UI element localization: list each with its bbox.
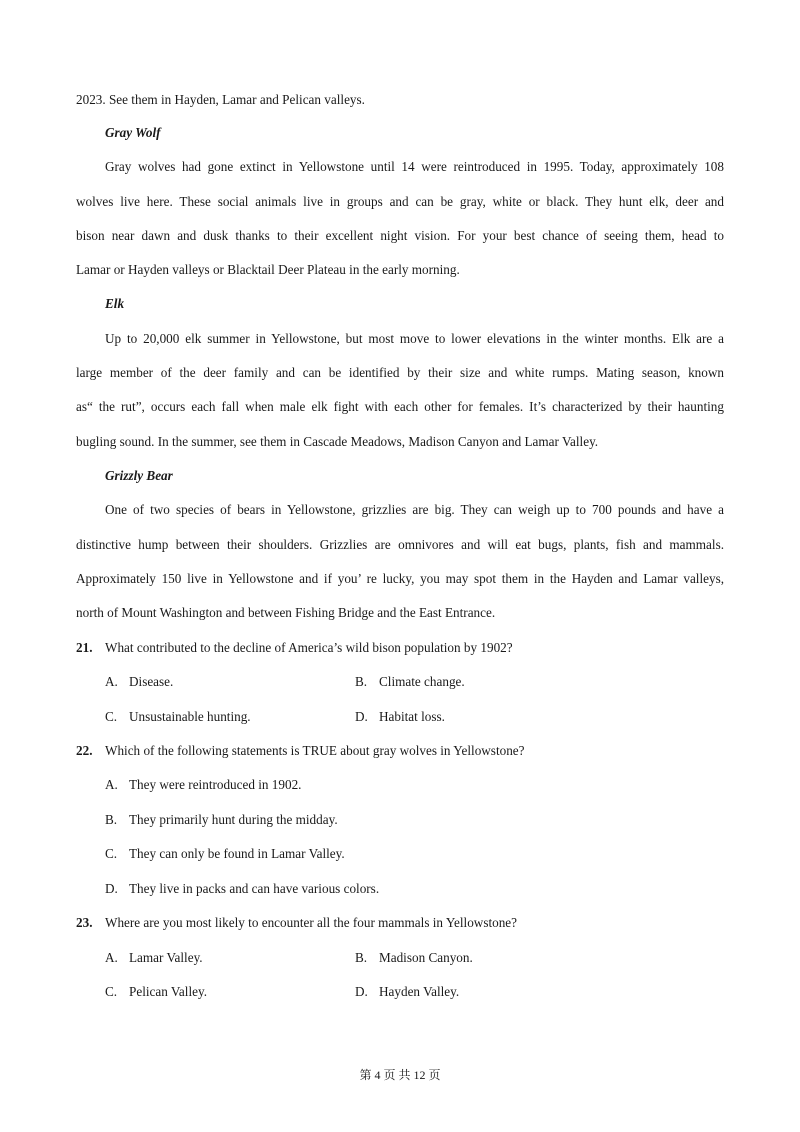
question-text-21: What contributed to the decline of America’s wild bison population by 1902? (105, 640, 513, 655)
q22-option-a[interactable]: A. They were reintroduced in 1902. (105, 777, 302, 792)
question-text-23: Where are you most likely to encounter all the four mammals in Yellowstone? (105, 915, 518, 930)
section-heading-elk: Elk (105, 296, 125, 311)
section-heading-gray-wolf: Gray Wolf (105, 125, 161, 140)
q22-option-b[interactable]: B. They primarily hunt during the midday. (105, 812, 338, 827)
paragraph-line: as“ the rut”, occurs each fall when male elk fight with each other for females. It’s characterized by their haunting (76, 399, 724, 414)
q22-option-c[interactable]: C. They can only be found in Lamar Valley. (105, 846, 345, 861)
q22-option-d[interactable]: D. They live in packs and can have various colors. (105, 881, 380, 896)
paragraph-line: bugling sound. In the summer, see them in Cascade Meadows, Madison Canyon and Lamar Valley. (76, 434, 599, 449)
question-text-22: Which of the following statements is TRUE about gray wolves in Yellowstone? (105, 743, 525, 758)
q23-option-b[interactable]: B. Madison Canyon. (355, 950, 473, 965)
page-number-footer: 第 4 页 共 12 页 (359, 1068, 441, 1082)
q23-option-a[interactable]: A. Lamar Valley. (105, 950, 203, 965)
q21-option-d[interactable]: D. Habitat loss. (355, 709, 445, 724)
paragraph-line: One of two species of bears in Yellowstone, grizzlies are big. They can weigh up to 700 pounds and have a (105, 502, 724, 517)
paragraph-line: Gray wolves had gone extinct in Yellowstone until 14 were reintroduced in 1995. Today, approximately 108 (105, 159, 724, 174)
paragraph-line: bison near dawn and dusk thanks to their excellent night vision. For your best chance of seeing them, head to (76, 228, 724, 243)
q21-option-b[interactable]: B. Climate change. (355, 674, 465, 689)
paragraph-line: Approximately 150 live in Yellowstone and if you’ re lucky, you may spot them in the Hayden and Lamar valleys, (76, 571, 724, 586)
passage-bison-tail: 2023. See them in Hayden, Lamar and Pelican valleys. (76, 92, 365, 107)
paragraph-line: distinctive hump between their shoulders. Grizzlies are omnivores and will eat bugs, plants, fish and mammals. (76, 537, 724, 552)
paragraph-line: wolves live here. These social animals live in groups and can be gray, white or black. They hunt elk, deer and (76, 194, 724, 209)
q23-option-d[interactable]: D. Hayden Valley. (355, 984, 460, 999)
q23-option-c[interactable]: C. Pelican Valley. (105, 984, 208, 999)
paragraph-line: Up to 20,000 elk summer in Yellowstone, but most move to lower elevations in the winter months. Elk are a (105, 331, 724, 346)
q21-option-c[interactable]: C. Unsustainable hunting. (105, 709, 251, 724)
question-number-21: 21. (76, 640, 93, 655)
paragraph-line: Lamar or Hayden valleys or Blacktail Deer Plateau in the early morning. (76, 262, 460, 277)
paragraph-line: large member of the deer family and can be identified by their size and white rumps. Mating season, known (76, 365, 724, 380)
section-heading-grizzly-bear: Grizzly Bear (105, 468, 173, 483)
paragraph-line: north of Mount Washington and between Fishing Bridge and the East Entrance. (76, 605, 496, 620)
q21-option-a[interactable]: A. Disease. (105, 674, 174, 689)
question-number-22: 22. (76, 743, 93, 758)
question-number-23: 23. (76, 915, 93, 930)
